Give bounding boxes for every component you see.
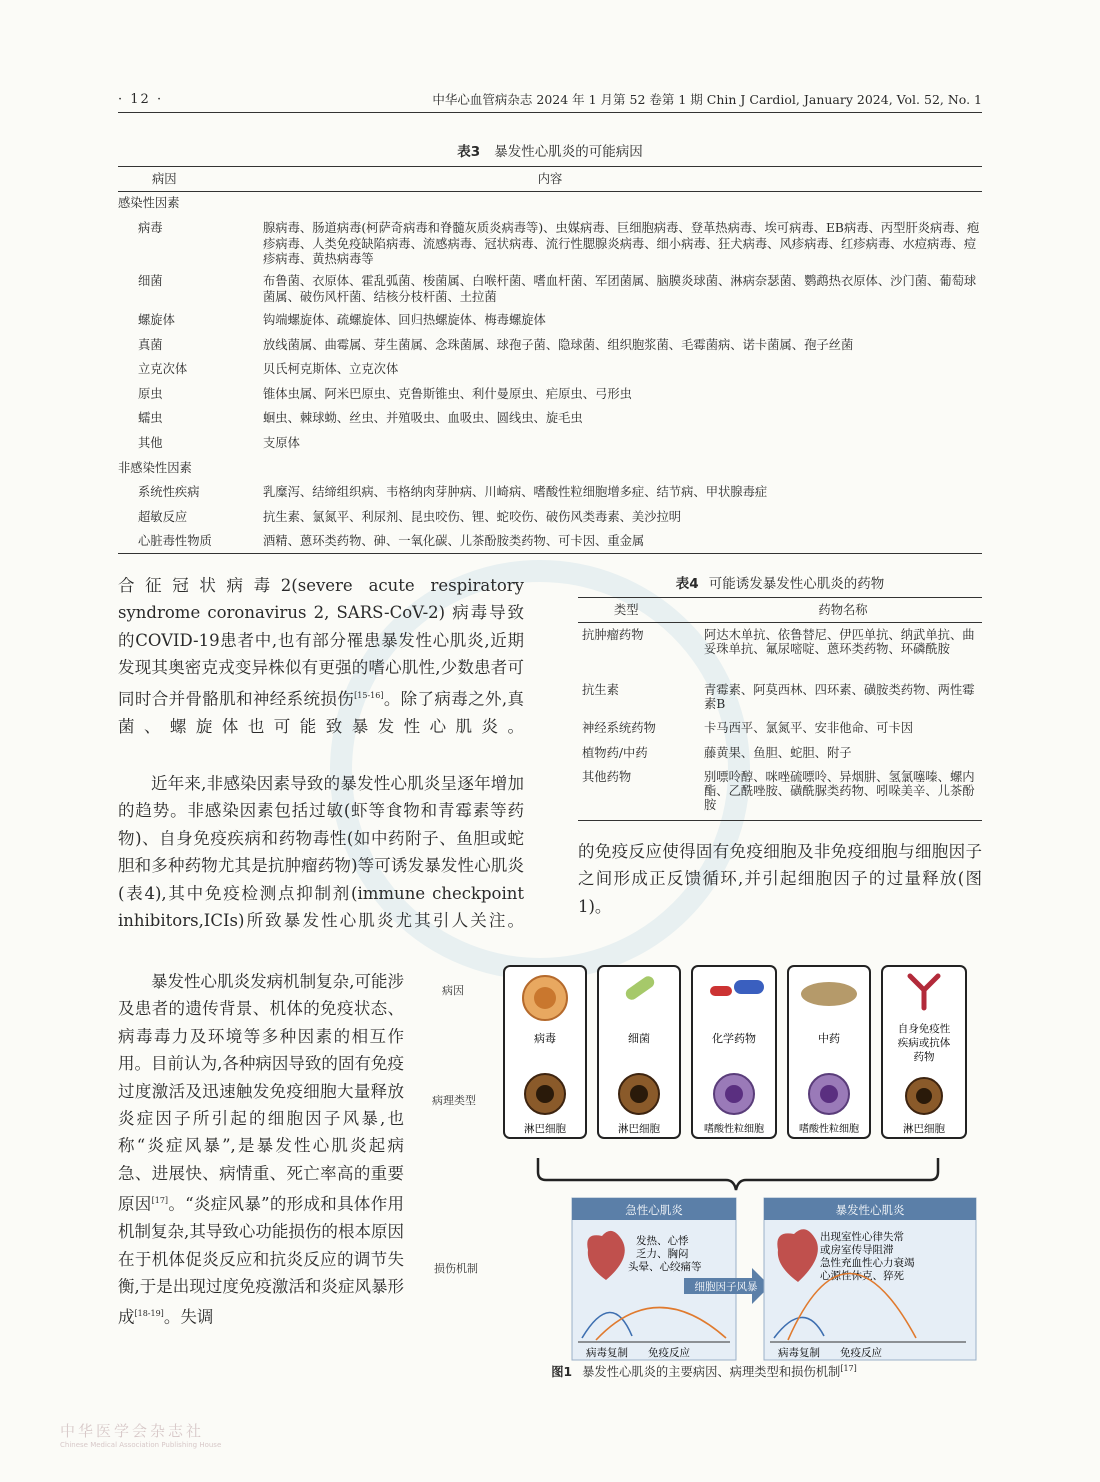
panel-fulminant-myocarditis: [764, 1198, 976, 1360]
fig-row-label: 损伤机制: [434, 1262, 478, 1275]
cause-card-bacteria: [598, 966, 680, 1138]
svg-text:细胞因子风暴: 细胞因子风暴: [694, 1281, 758, 1293]
svg-text:发热、心悸: 发热、心悸: [636, 1235, 689, 1247]
cause-card-virus: [504, 966, 586, 1138]
table3-top-rule: [118, 166, 982, 167]
header-rule: [118, 112, 982, 113]
svg-text:淋巴细胞: 淋巴细胞: [903, 1123, 945, 1135]
svg-text:急性充血性心力衰竭: 急性充血性心力衰竭: [820, 1257, 915, 1269]
svg-text:病毒: 病毒: [534, 1032, 556, 1045]
table3-header-rule: [118, 191, 982, 192]
svg-text:中药: 中药: [818, 1032, 840, 1045]
svg-text:出现室性心律失常: 出现室性心律失常: [820, 1231, 904, 1243]
table3-title: 表3 暴发性心肌炎的可能病因: [457, 144, 643, 160]
figure1-caption: 图1 暴发性心肌炎的主要病因、病理类型和损伤机制[17]: [551, 1363, 857, 1379]
page-number: · 12 ·: [118, 92, 164, 107]
fig-row-label: 病理类型: [432, 1094, 476, 1107]
svg-text:暴发性心肌炎: 暴发性心肌炎: [835, 1203, 905, 1217]
svg-text:免疫反应: 免疫反应: [840, 1347, 882, 1359]
svg-text:淋巴细胞: 淋巴细胞: [524, 1123, 566, 1135]
svg-text:自身免疫性: 自身免疫性: [897, 1023, 951, 1035]
svg-text:疾病或抗体: 疾病或抗体: [897, 1037, 951, 1049]
paragraph-mechanism: 暴发性心肌炎发病机制复杂,可能涉及患者的遗传背景、机体的免疫状态、病毒毒力及环境等多种因素的相互作用。目前认为,各种病因导致的固有免疫过度激活及迅速触发免疫细胞大量释放炎症因子所引起的细胞因子风暴,也称“炎症风暴”,是暴发性心肌炎起病急、进展快、病情重、死亡率高的重要原因[17]。“炎症风暴”的形成和具体作用机制复杂,其导致心功能损伤的根本原因在于机体促炎反应和抗炎反应的调节失衡,于是出现过度免疫激活和炎症风暴形成[18-19]。失调: [118, 972, 405, 1327]
svg-text:淋巴细胞: 淋巴细胞: [618, 1123, 660, 1135]
svg-text:病毒复制: 病毒复制: [778, 1347, 820, 1359]
svg-text:嗜酸性粒细胞: 嗜酸性粒细胞: [799, 1124, 859, 1135]
cause-card-autoimmune: [882, 966, 966, 1138]
svg-text:药物: 药物: [913, 1051, 935, 1063]
svg-text:或房室传导阻滞: 或房室传导阻滞: [820, 1244, 894, 1256]
table4-title: 表4 可能诱发暴发性心肌炎的药物: [675, 576, 885, 592]
table4-bottom-rule: [578, 820, 982, 821]
paragraph-covid: 合征冠状病毒2(severe acute respiratory syndrome coronavirus 2, SARS-CoV-2) 病毒导致的COVID-19患者中,也有部分罹患暴发性心肌炎,近期发现其奥密克戎变异株似有更强的嗜心肌性,少数患者可同时合并骨骼肌和神经系统损伤[15-16]。除了病毒之外,真菌、螺旋体也可能致暴发性心肌炎。: [118, 576, 524, 736]
svg-text:头晕、心绞痛等: 头晕、心绞痛等: [628, 1261, 702, 1273]
svg-text:心源性休克、猝死: 心源性休克、猝死: [820, 1270, 904, 1282]
svg-text:免疫反应: 免疫反应: [648, 1347, 690, 1359]
paragraph-feedback: 的免疫反应使得固有免疫细胞及非免疫细胞与细胞因子之间形成正反馈循环,并引起细胞因子的过量释放(图1)。: [578, 842, 982, 916]
svg-text:细菌: 细菌: [628, 1032, 650, 1045]
grouping-brace: [538, 1158, 938, 1190]
table4-top-rule: [578, 597, 982, 598]
figure-1: [426, 958, 982, 1368]
journal-header: 中华心血管病杂志 2024 年 1 月第 52 卷第 1 期 Chin J Cardiol, January 2024, Vol. 52, No. 1: [432, 92, 982, 107]
cause-card-herbal: [788, 966, 870, 1138]
svg-text:化学药物: 化学药物: [712, 1032, 756, 1045]
svg-text:急性心肌炎: 急性心肌炎: [625, 1203, 683, 1217]
table3-header: 病因 内容: [152, 172, 563, 186]
svg-text:嗜酸性粒细胞: 嗜酸性粒细胞: [704, 1124, 764, 1135]
paragraph-noninfectious: 近年来,非感染因素导致的暴发性心肌炎呈逐年增加的趋势。非感染因素包括过敏(虾等食物和青霉素等药物)、自身免疫疾病和药物毒性(如中药附子、鱼胆或蛇胆和多种药物尤其是抗肿瘤药物)等可诱发暴发性心肌炎(表4),其中免疫检测点抑制剂(immune checkpoint inhibitors,ICIs)所致暴发性心肌炎尤其引人关注。: [118, 774, 524, 931]
table3-bottom-rule: [118, 553, 982, 554]
svg-text:病毒复制: 病毒复制: [586, 1347, 628, 1359]
cause-card-drugs: [692, 966, 776, 1138]
fig-row-label: 病因: [442, 984, 464, 997]
table4-header-rule: [578, 622, 982, 623]
svg-text:乏力、胸闷: 乏力、胸闷: [636, 1248, 689, 1260]
table4-header: 类型 药物名称: [614, 603, 868, 617]
publisher-logo: 中华医学会杂志社 Chinese Medical Association Publishing House: [60, 1422, 222, 1449]
